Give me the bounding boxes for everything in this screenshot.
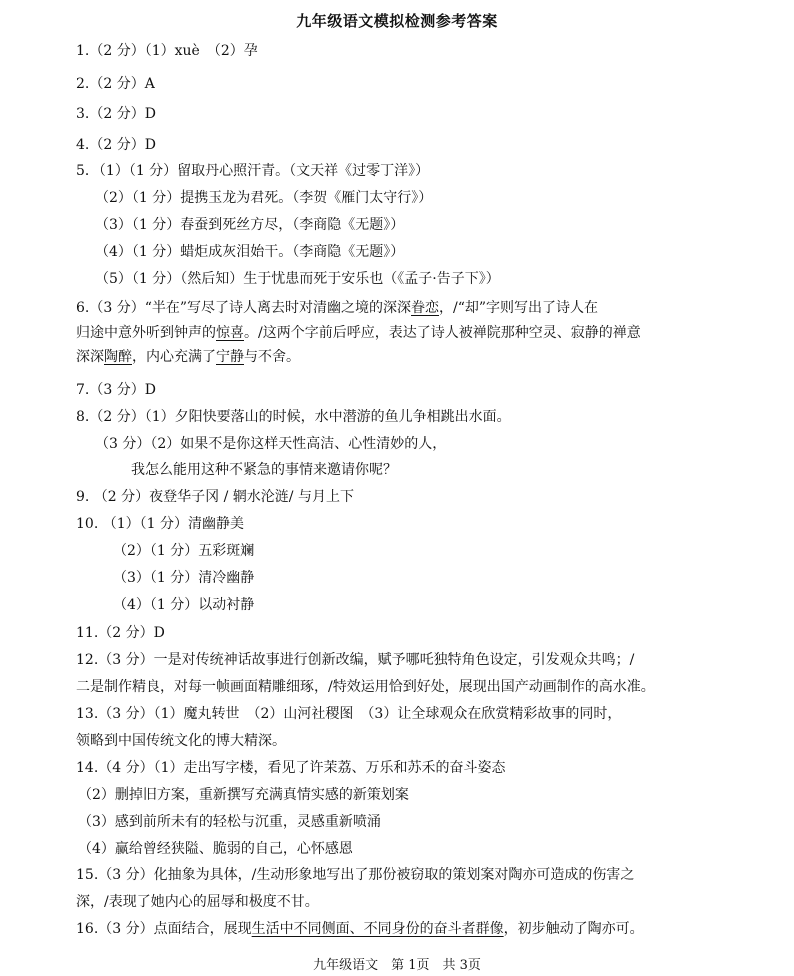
answer-14-line-4: （4）赢给曾经狭隘、脆弱的自己，心怀感恩	[78, 841, 353, 857]
text-segment: 深深	[76, 349, 104, 365]
answer-16	[76, 920, 644, 938]
answer-15-line-1: 15.（3 分）化抽象为具体，/生动形象地写出了那份被窃取的策划案对陶亦可造成的伤害之	[76, 867, 635, 883]
answer-5-line-4: （4）（1 分）蜡炬成灰泪始干。（李商隐《无题》）	[95, 244, 405, 260]
answer-13-line-1: 13.（3 分）（1）魔丸转世 （2）山河社稷图 （3）让全球观众在欣赏精彩故事的同时，	[76, 706, 622, 722]
page-footer: 九年级语文 第 1页 共 3页	[313, 958, 481, 973]
answer-5-line-2: （2）（1 分）提携玉龙为君死。（李贺《雁门太守行》）	[95, 190, 433, 206]
text-segment: 与不舍。	[244, 349, 300, 365]
text-segment: 6.（3 分）“半在”写尽了诗人离去时对清幽之境的深深	[76, 300, 412, 316]
text-segment: ，初步触动了陶亦可。	[503, 921, 644, 937]
text-segment: 16.（3 分）点面结合，展现	[76, 921, 252, 937]
answer-8-line-3: 我怎么能用这种不紧急的事情来邀请你呢？	[131, 462, 397, 478]
answer-5-line-3: （3）（1 分）春蚕到死丝方尽，（李商隐《无题》）	[95, 217, 405, 233]
answer-12-line-1: 12.（3 分）一是对传统神话故事进行创新改编，赋予哪吒独特角色设定，引发观众共鸣；/	[76, 652, 635, 668]
text-segment: 。/这两个字前后呼应，表达了诗人被禅院那种空灵、寂静的禅意	[244, 325, 641, 341]
answer-15-line-2: 深，/表现了她内心的屈辱和极度不甘。	[76, 894, 319, 910]
text-segment: ，/“却”字则写出了诗人在	[439, 300, 599, 316]
answer-9: 9. （2 分）夜登华子冈 / 辋水沦涟/ 与月上下	[76, 489, 354, 505]
answer-14-line-3: （3）感到前所未有的轻松与沉重，灵感重新喷涌	[78, 814, 381, 830]
answer-12-line-2: 二是制作精良，对每一帧画面精雕细琢，/特效运用恰到好处，展现出国产动画制作的高水准。	[76, 679, 655, 695]
answer-14-line-1: 14.（4 分）（1）走出写字楼，看见了许茉荔、万乐和苏禾的奋斗姿态	[76, 760, 506, 776]
answer-7: 7.（3 分）D	[76, 382, 156, 398]
answer-6-line-3	[76, 348, 300, 366]
answer-3: 3.（2 分）D	[76, 106, 156, 122]
answer-4: 4.（2 分）D	[76, 137, 156, 153]
answer-10-line-4: （4）（1 分）以动衬静	[113, 597, 255, 613]
answer-13-line-2: 领略到中国传统文化的博大精深。	[76, 733, 286, 749]
underlined-keyword: 陶醉	[104, 349, 132, 365]
answer-1: 1.（2 分）（1）xuè （2）孕	[76, 43, 258, 59]
answer-5-line-1: 5．（1）（1 分）留取丹心照汗青。（文天祥《过零丁洋》）	[76, 163, 430, 179]
answer-6-line-1	[76, 299, 598, 317]
underlined-keyword: 生活中不同侧面、不同身份的奋斗者群像	[251, 921, 504, 937]
answer-6-line-2	[76, 324, 641, 342]
answer-11: 11.（2 分）D	[76, 625, 165, 641]
underlined-keyword: 宁静	[216, 349, 244, 365]
answer-8-line-2: （3 分）（2）如果不是你这样天性高洁、心性清妙的人，	[95, 436, 447, 452]
answer-2: 2.（2 分）A	[76, 76, 155, 92]
underlined-keyword: 惊喜	[216, 325, 244, 341]
text-segment: ，内心充满了	[132, 349, 216, 365]
answer-8-line-1: 8.（2 分）（1）夕阳快要落山的时候，水中潜游的鱼儿争相跳出水面。	[76, 409, 511, 425]
answer-14-line-2: （2）删掉旧方案，重新撰写充满真情实感的新策划案	[78, 787, 409, 803]
text-segment: 归途中意外听到钟声的	[76, 325, 216, 341]
answer-10-line-3: （3）（1 分）清冷幽静	[113, 570, 255, 586]
page-title: 九年级语文模拟检测参考答案	[296, 12, 498, 30]
underlined-keyword: 眷恋	[411, 300, 440, 316]
answer-5-line-5: （5）（1 分）（然后知）生于忧患而死于安乐也（《孟子·告子下》）	[95, 271, 500, 287]
answer-10-line-2: （2）（1 分）五彩斑斓	[113, 543, 255, 559]
answer-10-line-1: 10. （1）（1 分）清幽静美	[76, 516, 244, 532]
